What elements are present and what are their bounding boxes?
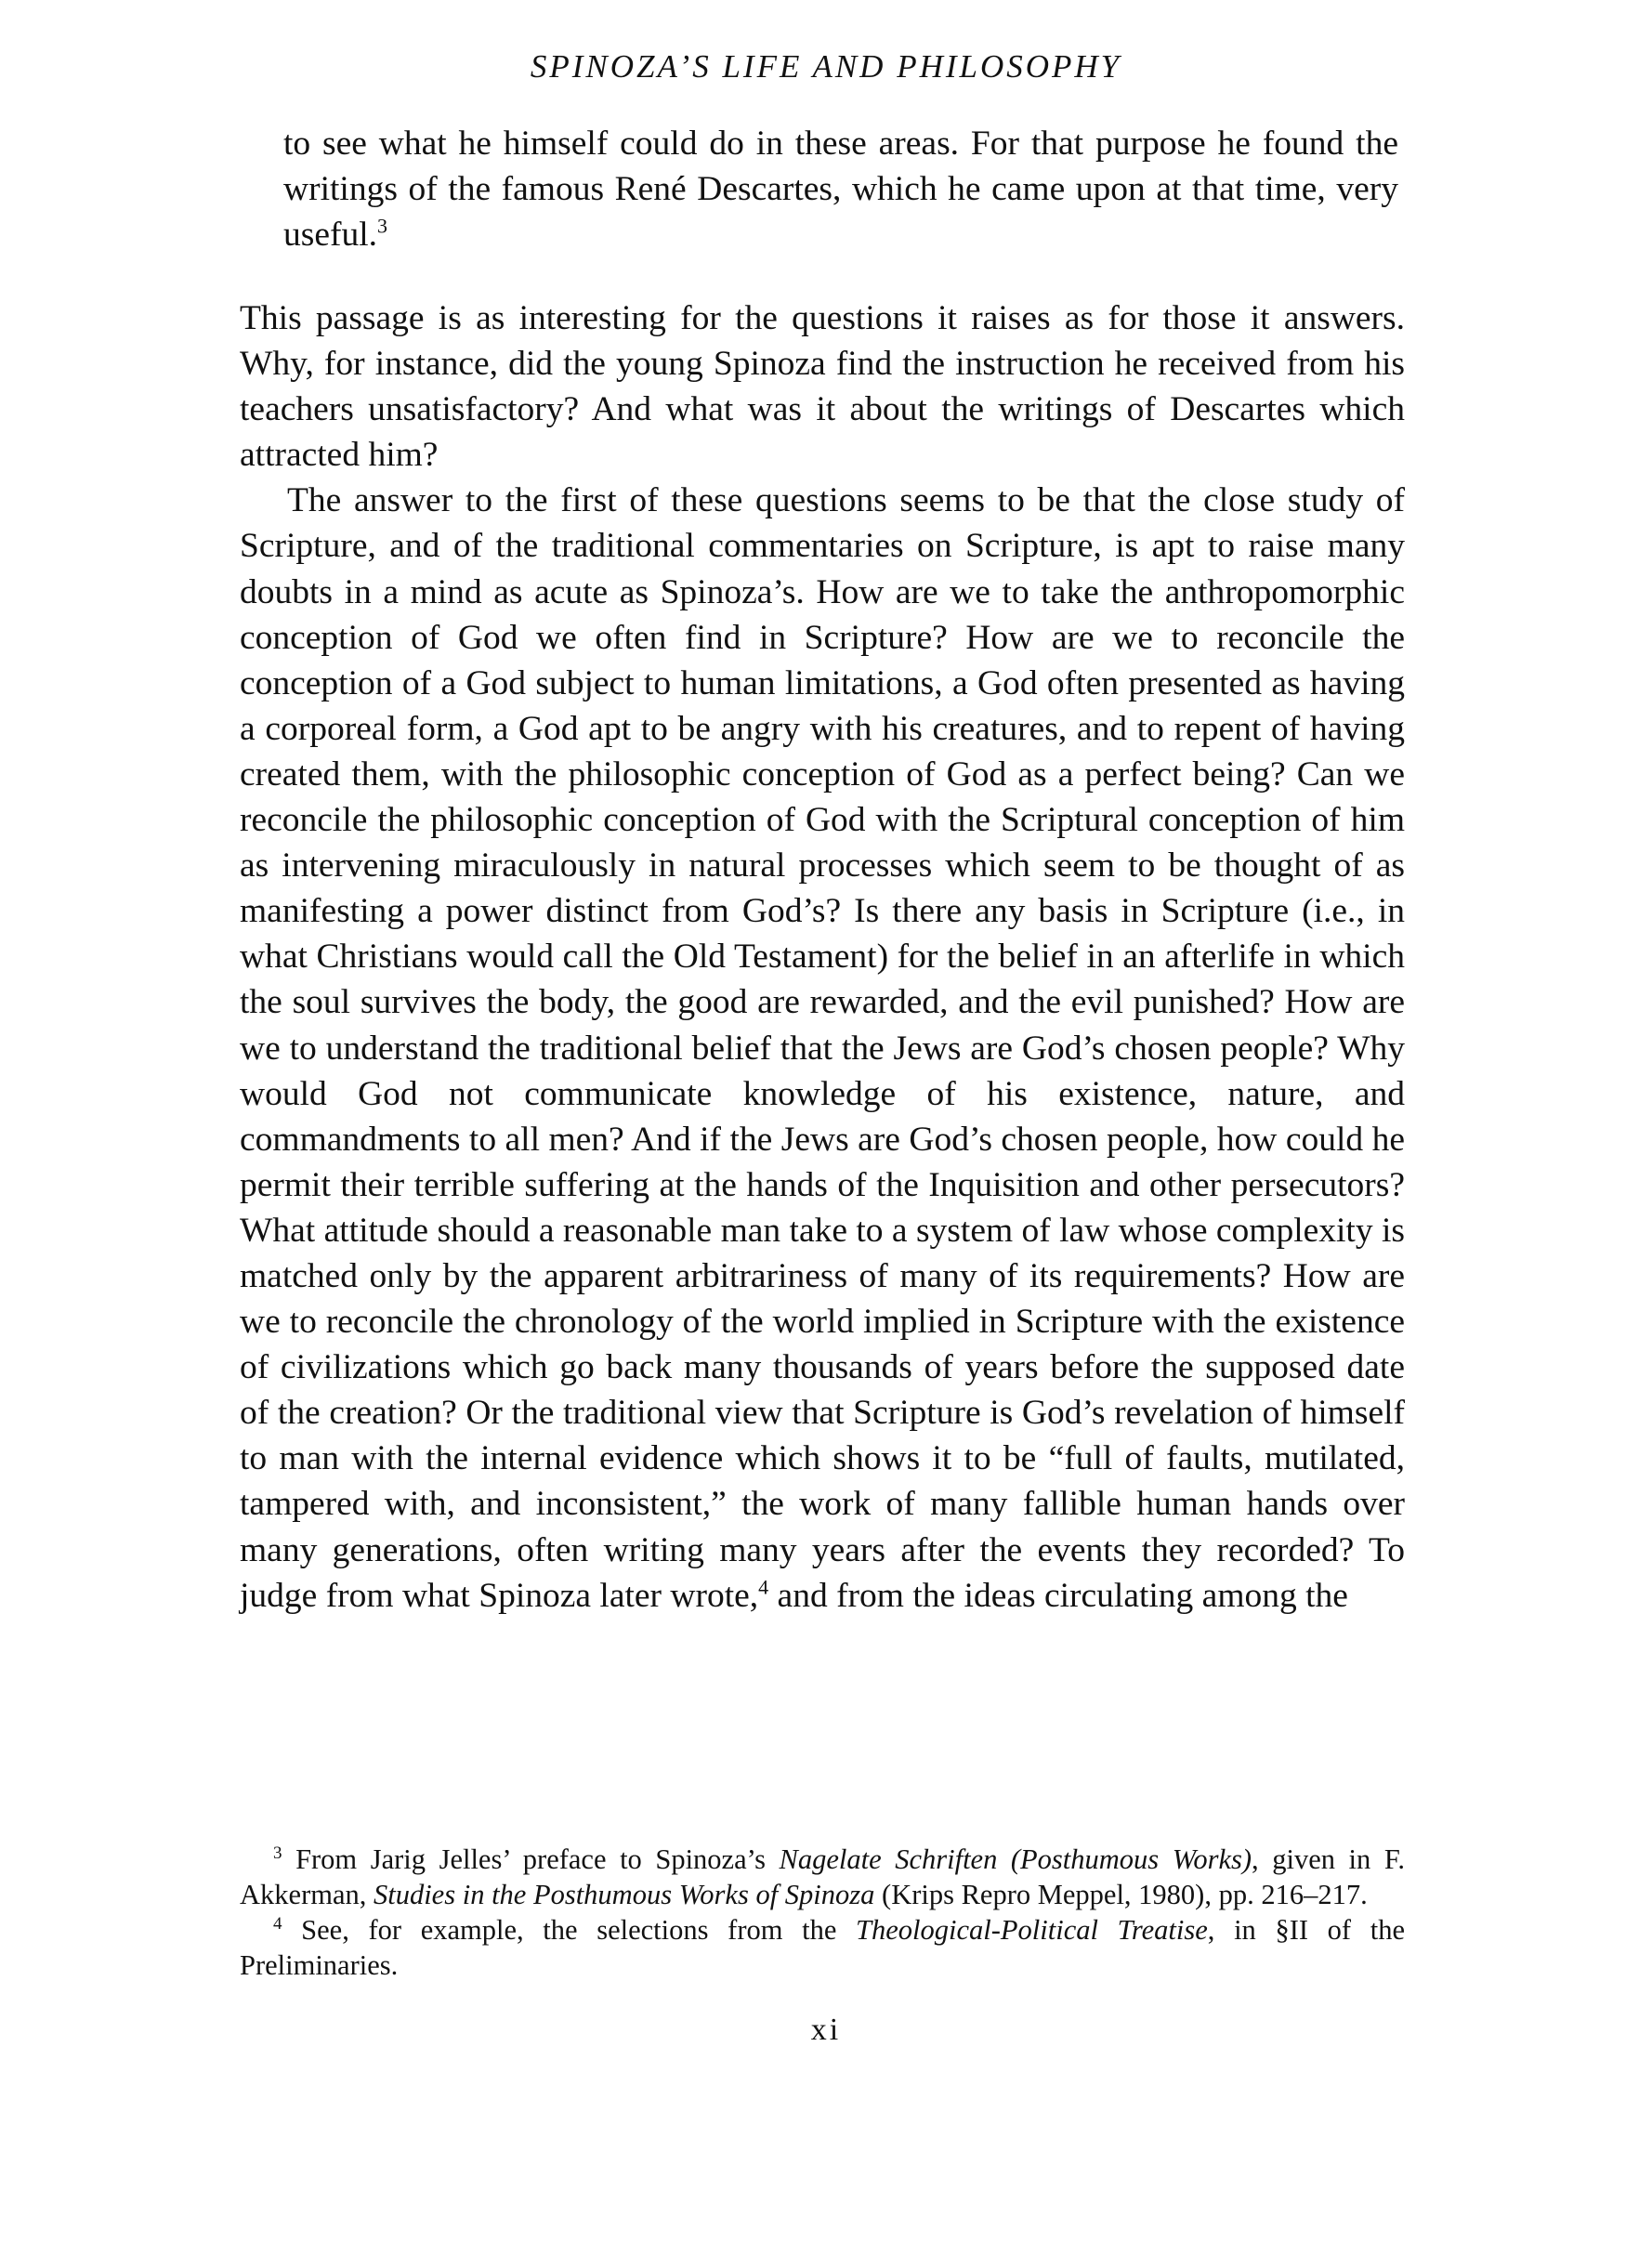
paragraph-2: [240, 478, 1405, 1618]
paragraph-2-text: The answer to the first of these questions seems to be that the close study of Scripture, and of the traditional commentaries on Scripture, is apt to raise many doubts in a mind as acute as Spinoza’s. How are we to take the anthropomorphic conception of God we often find in Scripture? How are we to reconcile the conception of a God subject to human limitations, a God often presented as having a corporeal form, a God apt to be angry with his creatures, and to repent of having created them, with the philosophic conception of God as a perfect being? Can we reconcile the philosophic conception of God with the Scriptural conception of him as intervening miraculously in natural processes which seem to be thought of as manifesting a power distinct from God’s? Is there any basis in Scripture (i.e., in what Christians would call the Old Testament) for the belief in an afterlife in which the soul survives the body, the good are rewarded, and the evil punished? How are we to understand the traditional belief that the Jews are God’s chosen people? Why would God not communicate knowledge of his existence, nature, and commandments to all men? And if the Jews are God’s chosen people, how could he permit their terrible suffering at the hands of the Inquisition and other persecutors? What attitude should a reasonable man take to a system of law whose complexity is matched only by the apparent arbitrariness of many of its requirements? How are we to reconcile the chronology of the world implied in Scripture with the existence of civilizations which go back many thousands of years before the supposed date of the creation? Or the traditional view that Scripture is God’s revelation of himself to man with the internal evidence which shows it to be “full of faults, mutilated, tampered with, and inconsistent,” the work of many fallible human hands over many generations, often writing many years after the events they recorded? To judge from what Spinoza later wrote,: [240, 481, 1405, 1615]
paragraph-1: This passage is as interesting for the questions it raises as for those it answers. Why, for instance, did the young Spinoza find the instruction he received from his teachers unsatisfactory? And what was it about the writings of Descartes which attracted him?: [240, 299, 1405, 475]
work-title: Nagelate Schriften (Posthumous Works): [779, 1843, 1252, 1875]
footnote-text: , in §II of the Preliminaries.: [240, 1914, 1406, 1981]
footnotes: [240, 1842, 1405, 1983]
footnote-marker: 3: [273, 1843, 282, 1863]
footnote-3: [240, 1842, 1405, 1912]
footnote-marker: 4: [273, 1913, 282, 1934]
footnote-text: From Jarig Jelles’ preface to Spinoza’s: [282, 1843, 780, 1875]
main-text: [240, 295, 1405, 1619]
work-title: Theological-Political Treatise: [856, 1914, 1208, 1946]
running-header: SPINOZA’S LIFE AND PHILOSOPHY: [530, 48, 1122, 85]
footnote-text: (Krips Repro Meppel, 1980), pp. 216–217.: [874, 1879, 1368, 1910]
page-number: xi: [810, 2013, 842, 2047]
work-title: Studies in the Posthumous Works of Spinoza: [373, 1879, 875, 1910]
footnote-ref-3[interactable]: 3: [377, 214, 388, 238]
quote-text: to see what he himself could do in these areas. For that purpose he found the writings of the famous René Descartes, which he came upon at that time, very useful.: [283, 125, 1398, 254]
footnote-text: , given in F. Akkerman,: [240, 1843, 1405, 1910]
block-quote: [283, 121, 1398, 257]
footnote-ref-4[interactable]: 4: [758, 1575, 769, 1599]
footnote-4: [240, 1912, 1405, 1983]
footnote-text: See, for example, the selections from the: [282, 1914, 857, 1946]
paragraph-2-continuation: and from the ideas circulating among the: [768, 1576, 1348, 1615]
